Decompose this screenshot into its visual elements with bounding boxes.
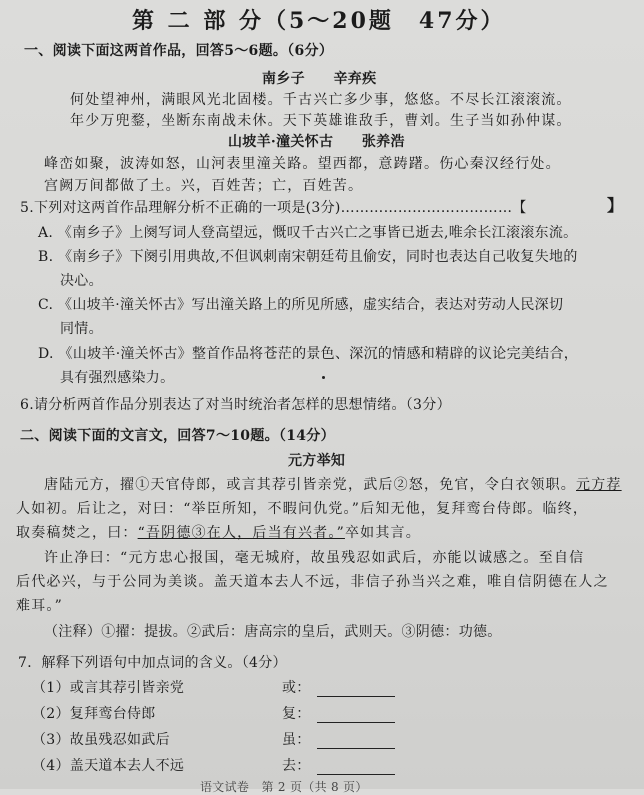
q7-item-1: （1）或言其荐引皆亲党 bbox=[32, 680, 185, 696]
poem-1-line-2: 年少万兜鍪，坐断东南战未休。天下英雄谁敌手，曹刘。生子当如孙仲谋。 bbox=[70, 113, 572, 129]
passage-p2-line-3: 难耳。” bbox=[16, 598, 63, 614]
option-c-cont: 同情。 bbox=[60, 321, 103, 337]
underlined-quote: “吾阴德③在人，后当有兴者。” bbox=[137, 525, 345, 541]
option-b-cont: 决心。 bbox=[60, 273, 103, 289]
stray-dot bbox=[322, 376, 325, 379]
section-2-heading: 二、阅读下面的文言文，回答7～10题。（14分） bbox=[20, 428, 335, 444]
q7-item-4: （4）盖天道本去人不远 bbox=[32, 758, 185, 774]
page-footer: 语文试卷 第 2 页（共 8 页） bbox=[200, 780, 368, 794]
q7-item-2: （2）复拜鸾台侍郎 bbox=[32, 706, 156, 722]
answer-blank[interactable] bbox=[317, 734, 395, 749]
option-b: B. 《南乡子》下阕引用典故,不但讽刺南宋朝廷苟且偷安，同时也表达自己收复失地的 bbox=[38, 249, 578, 265]
option-d-cont: 具有强烈感染力。 bbox=[60, 370, 175, 386]
poem-2-line-2: 宫阙万间都做了土。兴，百姓苦；亡，百姓苦。 bbox=[44, 178, 364, 194]
q7-item-3-answer: 虽： bbox=[282, 729, 395, 749]
q7-item-3: （3）故虽残忍如武后 bbox=[32, 732, 170, 748]
section-1-heading: 一、阅读下面这两首作品，回答5～6题。（6分） bbox=[24, 43, 334, 59]
page-title: 第 二 部 分（5～20题 47分） bbox=[132, 8, 506, 34]
option-a: A. 《南乡子》上阕写词人登高望远，慨叹千古兴亡之事皆已逝去,唯余长江滚滚东流。 bbox=[38, 225, 578, 241]
passage-p2-line-1: 许止净曰：“元方忠心报国，毫无城府，故虽残忍如武后，亦能以诚感之。至自信 bbox=[44, 550, 585, 566]
passage-title: 元方举知 bbox=[288, 453, 346, 469]
answer-blank[interactable] bbox=[317, 682, 395, 697]
underlined-phrase: 元方荐 bbox=[576, 477, 622, 493]
option-d: D. 《山坡羊·潼关怀古》整首作品将苍茫的景色、深沉的情感和精辟的议论完美结合， bbox=[38, 346, 579, 362]
poem-1-title: 南乡子 辛弃疾 bbox=[262, 71, 377, 87]
answer-blank[interactable] bbox=[317, 708, 395, 723]
option-c: C. 《山坡羊·潼关怀古》写出潼关路上的所见所感，虚实结合，表达对劳动人民深切 bbox=[38, 297, 564, 313]
annotation-note: （注释）①擢：提拔。②武后：唐高宗的皇后，武则天。③阴德：功德。 bbox=[44, 624, 502, 640]
q7-item-4-answer: 去： bbox=[282, 755, 395, 775]
q7-item-2-answer: 复： bbox=[282, 703, 395, 723]
poem-2-title: 山坡羊·潼关怀古 张养浩 bbox=[228, 134, 405, 150]
q7-item-1-answer: 或： bbox=[282, 677, 395, 697]
question-7-stem: 7．解释下列语句中加点词的含义。（4分） bbox=[18, 655, 287, 671]
poem-1-line-1: 何处望神州，满眼风光北固楼。千古兴亡多少事，悠悠。不尽长江滚滚流。 bbox=[70, 92, 572, 108]
answer-blank[interactable] bbox=[317, 760, 395, 775]
poem-2-line-1: 峰峦如聚，波涛如怒，山河表里潼关路。望西都，意踌躇。伤心秦汉经行处。 bbox=[44, 156, 561, 172]
passage-p2-line-2: 后代必兴，与于公同为美谈。盖天道本去人不远，非信子孙当兴之难，唯自信阴德在人之 bbox=[16, 574, 609, 590]
question-5-stem: 5.下列对这两首作品理解分析不正确的一项是(3分)………………………………【 bbox=[20, 200, 527, 216]
question-6: 6.请分析两首作品分别表达了对当时统治者怎样的思想情绪。（3分） bbox=[20, 397, 451, 413]
passage-p1-line-1: 唐陆元方，擢①天官侍郎，或言其荐引皆亲党，武后②怒，免官，令白衣领职。元方荐 bbox=[44, 477, 622, 493]
passage-p1-line-2: 人如初。后让之，对曰：“举臣所知，不暇问仇党。”后知无他，复拜鸾台侍郎。临终， bbox=[16, 501, 589, 517]
passage-p1-line-3: 取奏稿焚之，曰：“吾阴德③在人，后当有兴者。”卒如其言。 bbox=[16, 525, 421, 541]
answer-bracket-close: 】 bbox=[607, 196, 624, 215]
